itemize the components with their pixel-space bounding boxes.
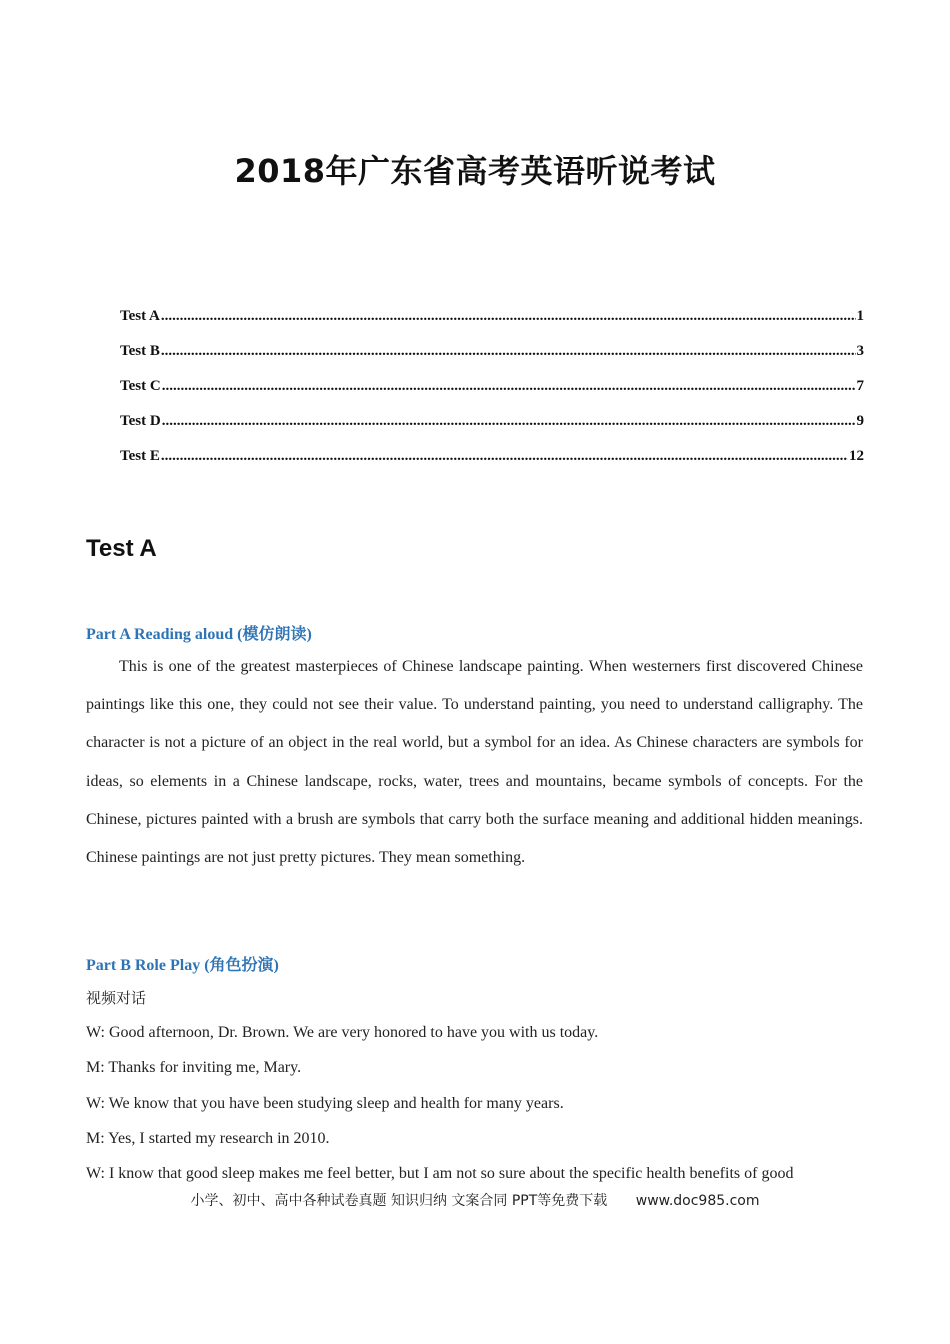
- dialogue-line: W: Good afternoon, Dr. Brown. We are very honored to have you with us today.: [86, 1024, 599, 1042]
- toc-entry-test-c[interactable]: [120, 378, 864, 413]
- toc-entry-label: Test B: [120, 343, 160, 359]
- toc-entry-label: Test A: [120, 308, 160, 324]
- dialogue-line: M: Yes, I started my research in 2010.: [86, 1129, 330, 1147]
- toc-entry-page: 12: [849, 448, 864, 464]
- toc-entry-label: Test E: [120, 448, 160, 464]
- toc-entry-label: Test D: [120, 413, 161, 429]
- reading-passage: This is one of the greatest masterpieces of Chinese landscape painting. When westerners first discovered Chinese paintings like this one, they could not see their value. To understand painting, you need to understand calligraphy. The character is not a picture of an object in the real world, but a symbol for an idea. As Chinese characters are symbols for ideas, so elements in a Chinese landscape, rocks, water, trees and mountains, became symbols of concepts. For the Chinese, pictures painted with a brush are symbols that carry both the surface meaning and additional hidden meanings. Chinese paintings are not just pretty pictures. They mean something.: [86, 658, 863, 867]
- toc-dot-leader: [161, 308, 856, 325]
- page-title: 2018年广东省高考英语听说考试: [234, 152, 716, 190]
- dialogue-line: M: Thanks for inviting me, Mary.: [86, 1059, 302, 1077]
- toc-entry-test-a[interactable]: [120, 308, 864, 343]
- toc-entry-test-b[interactable]: [120, 343, 864, 378]
- part-b-heading: Part B Role Play (角色扮演): [86, 957, 279, 974]
- toc-entry-page: 3: [856, 343, 864, 359]
- section-heading: Test A: [86, 535, 157, 562]
- dialogue-subtitle: 视频对话: [86, 989, 147, 1007]
- dialogue-line: W: We know that you have been studying sleep and health for many years.: [86, 1094, 564, 1112]
- toc-entry-page: 1: [856, 308, 864, 324]
- toc-dot-leader: [161, 343, 856, 360]
- toc-entry-page: 9: [856, 413, 864, 429]
- toc-entry-page: 7: [856, 378, 864, 394]
- toc-entry-label: Test C: [120, 378, 161, 394]
- footer-text: 小学、初中、高中各种试卷真题 知识归纳 文案合同 PPT等免费下载: [190, 1193, 608, 1209]
- page-footer: [0, 1190, 950, 1210]
- toc-dot-leader: [161, 448, 848, 465]
- part-a-heading: Part A Reading aloud (模仿朗读): [86, 626, 312, 643]
- table-of-contents: [120, 308, 864, 483]
- footer-url[interactable]: www.doc985.com: [635, 1193, 760, 1209]
- toc-dot-leader: [162, 413, 856, 430]
- dialogue-line: W: I know that good sleep makes me feel better, but I am not so sure about the specific health benefits of good: [86, 1164, 794, 1182]
- toc-dot-leader: [162, 378, 856, 395]
- dialogue: [86, 986, 863, 1197]
- toc-entry-test-e[interactable]: [120, 448, 864, 483]
- toc-entry-test-d[interactable]: [120, 413, 864, 448]
